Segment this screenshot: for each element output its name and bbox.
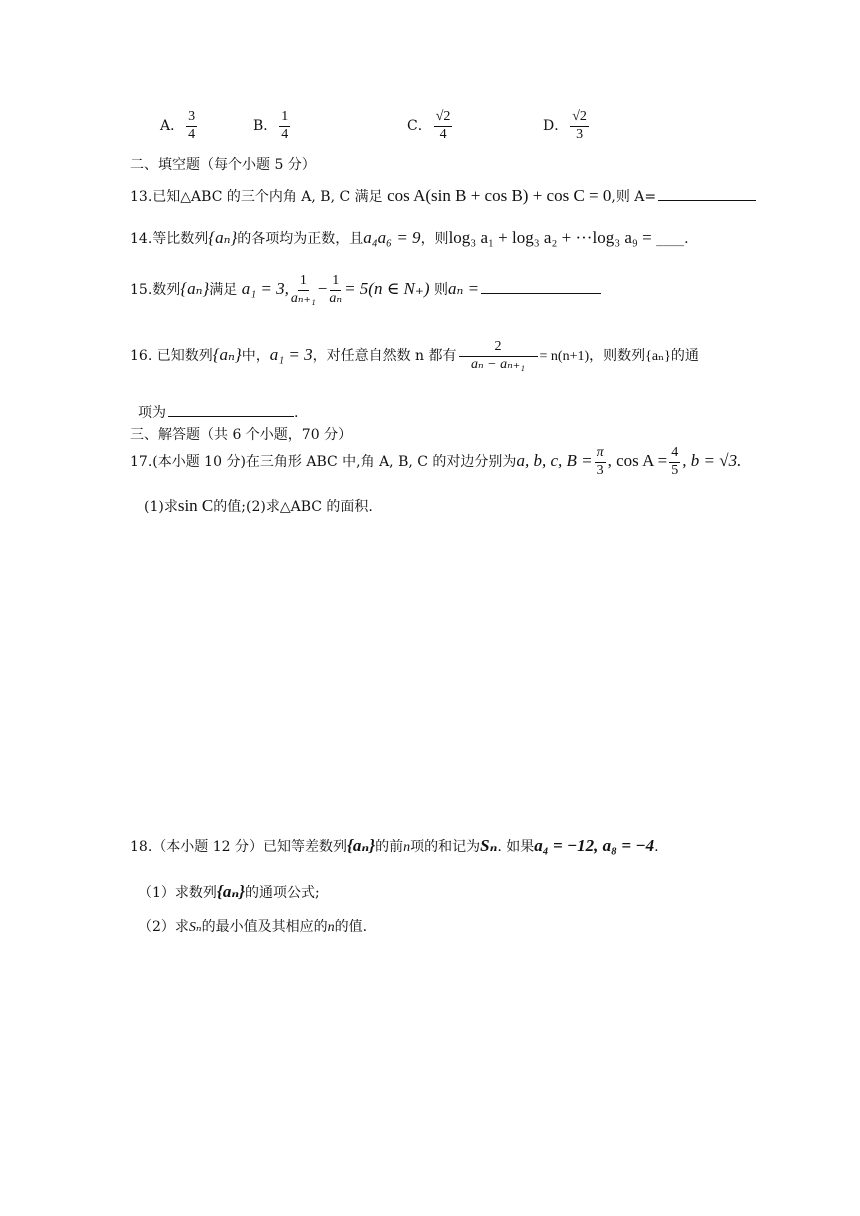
q18-sn: Sₙ: [480, 836, 498, 855]
q12-option-a-fraction: $\frac{3}{4}$: [188, 109, 196, 142]
q18-condition: a₄ = −12, a₈ = −4: [534, 836, 655, 855]
q17-end: , b = √3.: [682, 451, 742, 471]
q18-sequence: {aₙ}: [346, 836, 376, 855]
q14-sequence: {aₙ}: [208, 228, 238, 247]
q18-part1-sequence: {aₙ}: [216, 882, 246, 901]
question-14: 14.等比数列{aₙ}的各项均为正数，且a₄a₆ = 9，则log₃ a₁ + log₃ a₂ + ···log₃ a₉ = ____.: [130, 228, 689, 247]
q17-fraction-pi: $\frac{\pi}{3}$: [596, 445, 604, 478]
q13-formula: cos A(sin B + cos B) + cos C = 0: [387, 186, 612, 205]
q14-expression: log₃ a₁ + log₃ a₂ + ···log₃ a₉ =: [448, 228, 652, 247]
q12-option-b: B． $\frac{1}{4}$: [253, 109, 289, 142]
q12-option-d: D． $\frac{√2}{3}$: [543, 109, 587, 142]
q12-option-a: A． $\frac{3}{4}$: [160, 109, 196, 142]
question-18-part1: （1）求数列{aₙ}的通项公式;: [138, 882, 320, 901]
q16-fraction: $\frac{2}{\text{aₙ − aₙ₊₁}}$: [459, 340, 538, 372]
question-17-parts: (1)求sin C的值;(2)求△ABC 的面积.: [144, 496, 373, 515]
q15-answer-blank: [481, 292, 601, 294]
question-15: 15.数列{aₙ}满足 a₁ = 3, $\frac{1}{\text{aₙ₊₁}}$ − $\frac{1}{\text{aₙ}}$ = 5(n ∈ N₊) 则aₙ =: [130, 274, 601, 306]
q15-condition-1: a₁ = 3,: [241, 279, 289, 299]
q14-condition: a₄a₆ = 9: [363, 228, 421, 247]
section3-title: 三、解答题（共 6 个小题，70 分）: [130, 427, 353, 443]
q15-sequence: {aₙ}: [180, 279, 210, 299]
q12-option-c: C． $\frac{√2}{4}$: [407, 109, 451, 142]
question-18-part2: （2）求Sₙ的最小值及其相应的n的值.: [138, 919, 368, 935]
q16-condition-2: = n(n+1)，则数列{aₙ}的通: [539, 349, 699, 365]
q17-fraction-cos: $\frac{4}{5}$: [671, 445, 679, 478]
question-18: 18.（本小题 12 分）已知等差数列{aₙ}的前n项的和记为Sₙ. 如果a₄ = −12, a₈ = −4.: [130, 836, 659, 855]
q12-option-c-fraction: $\frac{√2}{4}$: [435, 109, 451, 142]
q12-option-b-fraction: $\frac{1}{4}$: [281, 109, 289, 142]
question-16: 16. 已知数列{aₙ}中，a₁ = 3，对任意自然数 n 都有 $\frac{2}{\text{aₙ − aₙ₊₁}}$ = n(n+1)，则数列{aₙ}的通: [130, 339, 699, 372]
q17-vars: a, b, c, B =: [516, 451, 593, 471]
q15-ask: aₙ =: [447, 279, 480, 299]
q17-sinc: sin C: [177, 496, 214, 515]
question-13: 13.已知△ABC 的三个内角 A, B, C 满足 cos A(sin B + cos B) + cos C = 0,则 A=: [130, 186, 756, 206]
q16-answer-blank: [168, 415, 294, 417]
q16-condition-1: a₁ = 3: [269, 345, 313, 365]
section2-title: 二、填空题（每个小题 5 分）: [130, 157, 316, 173]
q15-fraction-1: $\frac{1}{\text{aₙ₊₁}}$: [290, 273, 316, 306]
q12-option-d-fraction: $\frac{√2}{3}$: [572, 109, 587, 142]
q15-fraction-2: $\frac{1}{\text{aₙ}}$: [329, 273, 343, 306]
question-16-line2: 项为 .: [138, 405, 299, 421]
q14-answer-blank: ____: [656, 231, 685, 247]
q15-condition-2: = 5(n ∈ N₊): [344, 279, 430, 299]
q13-answer-blank: [658, 199, 756, 201]
q16-sequence: {aₙ}: [212, 345, 242, 365]
q18-part2-sn: Sₙ: [188, 920, 202, 935]
question-17: 17.(本小题 10 分)在三角形 ABC 中,角 A, B, C 的对边分别为a, b, c, B = $\frac{\pi}{3}$ , cos A = $\frac{4}{5}$ , b = √3.: [130, 445, 742, 478]
